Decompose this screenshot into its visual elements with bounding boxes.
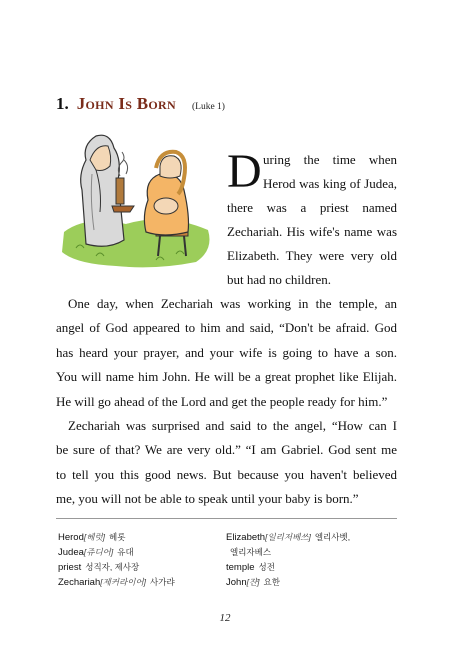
page-number: 12 (219, 612, 231, 624)
drop-cap: D (227, 145, 262, 198)
zechariah-and-elizabeth-illustration (56, 120, 216, 280)
vocab-divider (56, 518, 397, 519)
vocab-meaning: 요한 (263, 577, 280, 587)
vocab-meaning: 성전 (258, 562, 275, 572)
chapter-number: 1. (56, 94, 69, 113)
text-line: Zechariah. His wife's name was (227, 224, 397, 239)
body-text (56, 292, 397, 512)
vocab-item (226, 575, 350, 590)
vocab-meaning: 유대 (117, 547, 134, 557)
text-line: You will name him John. He will be a great prophet like Elijah. (56, 369, 397, 385)
vocab-word: John (226, 577, 247, 588)
vocab-item (226, 560, 350, 575)
vocab-meaning: 성직자, 제사장 (85, 562, 140, 572)
vocab-pronunciation: [쟌] (246, 577, 260, 587)
vocab-meaning: 엘리사벳, (314, 532, 351, 542)
vocabulary-list-left (58, 530, 175, 590)
vocabulary-list-right (226, 530, 350, 590)
vocab-item (58, 560, 175, 575)
text-line: Zechariah was surprised and said to the angel, “How can I (68, 417, 397, 433)
vocab-pronunciation: [헤럿] (83, 532, 106, 542)
page-title (56, 80, 225, 117)
text-line: angel of God appeared to him and said, “Don't be afraid. God (56, 320, 397, 336)
text-line: but had no children. (227, 272, 331, 287)
text-line: One day, when Zechariah was working in the temple, an (68, 296, 397, 311)
chapter-title: John Is Born (76, 94, 176, 113)
vocab-word: Judea (58, 547, 84, 558)
vocab-item (58, 530, 175, 545)
vocab-word: Herod (58, 532, 84, 543)
scripture-reference: (Luke 1) (191, 102, 225, 112)
text-line: to tell you this good news. But because you haven't believed (56, 466, 397, 482)
text-line: be sure of that? We are very old.” “I am Gabriel. God sent me (56, 442, 397, 458)
text-line: He will go ahead of the Lord and get the people ready for him.” (56, 393, 388, 409)
vocab-word: Elizabeth (226, 532, 266, 543)
vocab-meaning: 사가랴 (150, 577, 175, 587)
text-line: has heard your prayer, and your wife is going to have a son. (56, 344, 397, 360)
vocab-meaning: 헤롯 (109, 532, 126, 542)
text-line: Elizabeth. They were very old (227, 248, 397, 263)
illustration-svg (56, 120, 216, 280)
text-line: me, you will not be able to speak until your baby is born.” (56, 491, 359, 507)
vocab-pronunciation: [일리저베쓰] (265, 532, 311, 542)
vocab-item (58, 575, 175, 590)
text-line: Herod was king of Judea, (263, 176, 397, 191)
vocab-item (226, 545, 350, 560)
vocab-meaning: 엘리자베스 (230, 547, 272, 557)
vocab-pronunciation: [제커라이어] (100, 577, 147, 587)
vocab-word: priest (58, 562, 82, 573)
vocab-item (58, 545, 175, 560)
text-line: uring the time when (263, 152, 397, 167)
vocab-pronunciation: [쥬디어] (83, 547, 114, 557)
vocab-item (226, 530, 350, 545)
vocab-word: temple (226, 562, 255, 573)
first-paragraph (227, 145, 397, 292)
vocab-word: Zechariah (58, 577, 101, 588)
text-line: there was a priest named (227, 200, 397, 215)
